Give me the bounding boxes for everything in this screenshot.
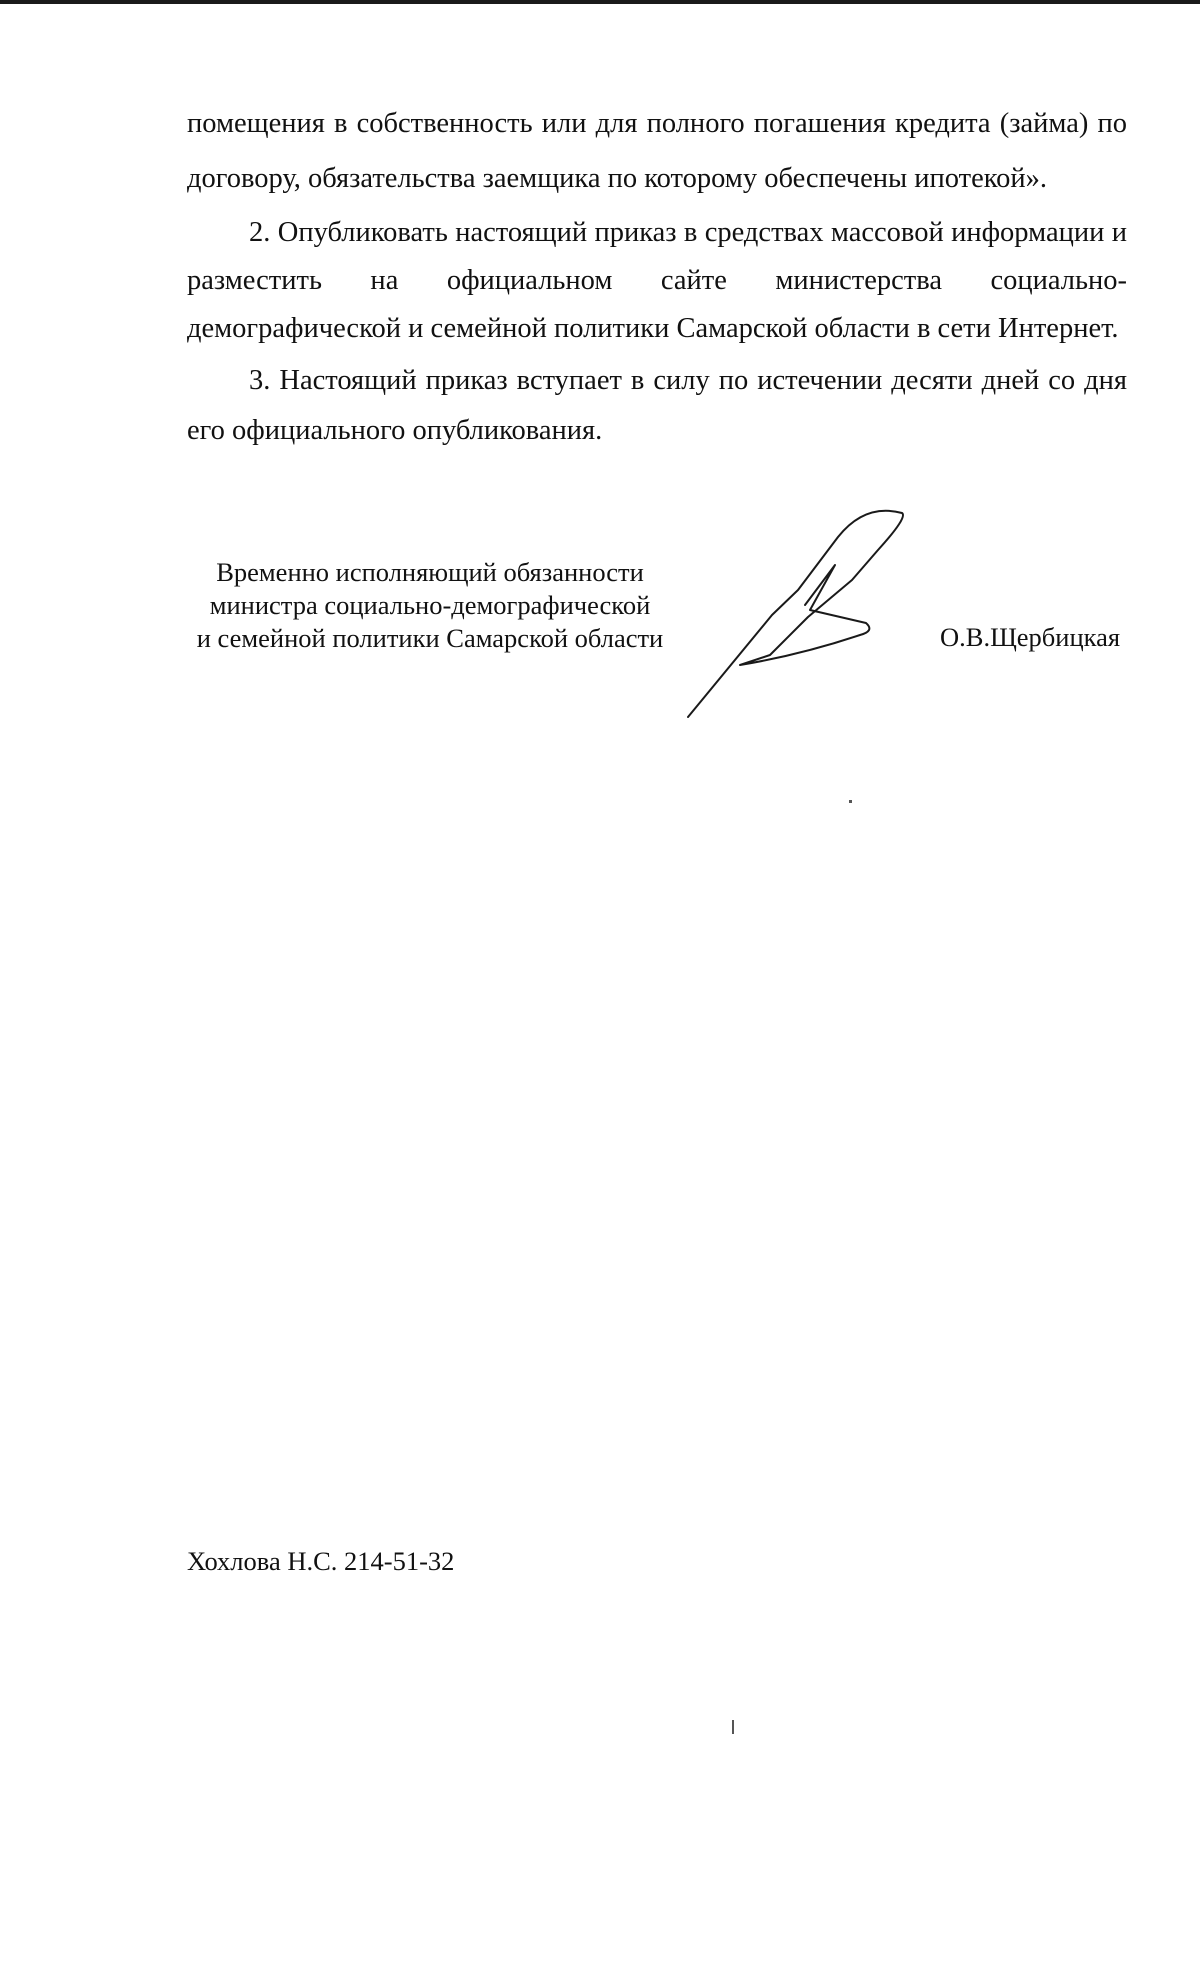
scan-speck <box>849 800 852 803</box>
signatory-title-line-2: министра социально-демографической <box>209 590 651 620</box>
signer-name: О.В.Щербицкая <box>940 622 1121 652</box>
paragraph-3: 3. Настоящий приказ вступает в силу по истечении десяти дней со дня его официального опубликования. <box>187 365 1127 446</box>
executor-contact: Хохлова Н.С. 214-51-32 <box>187 1546 455 1576</box>
paragraph-2: 2. Опубликовать настоящий приказ в средствах массовой информации и разместить на официальном сайте министерства социально-демографической и семейной политики Самарской области в сети Интернет. <box>187 217 1127 344</box>
handwritten-signature <box>680 505 920 725</box>
signatory-title <box>170 556 690 655</box>
top-border <box>0 0 1200 4</box>
scan-speck <box>732 1720 734 1734</box>
document-body <box>187 96 1127 456</box>
signatory-title-line-3: и семейной политики Самарской области <box>196 623 664 653</box>
signatory-title-line-1: Временно исполняющий обязанности <box>216 557 644 587</box>
paragraph-continuation: помещения в собственность или для полного погашения кредита (займа) по договору, обязательства заемщика по которому обеспечены ипотекой». <box>187 108 1127 194</box>
